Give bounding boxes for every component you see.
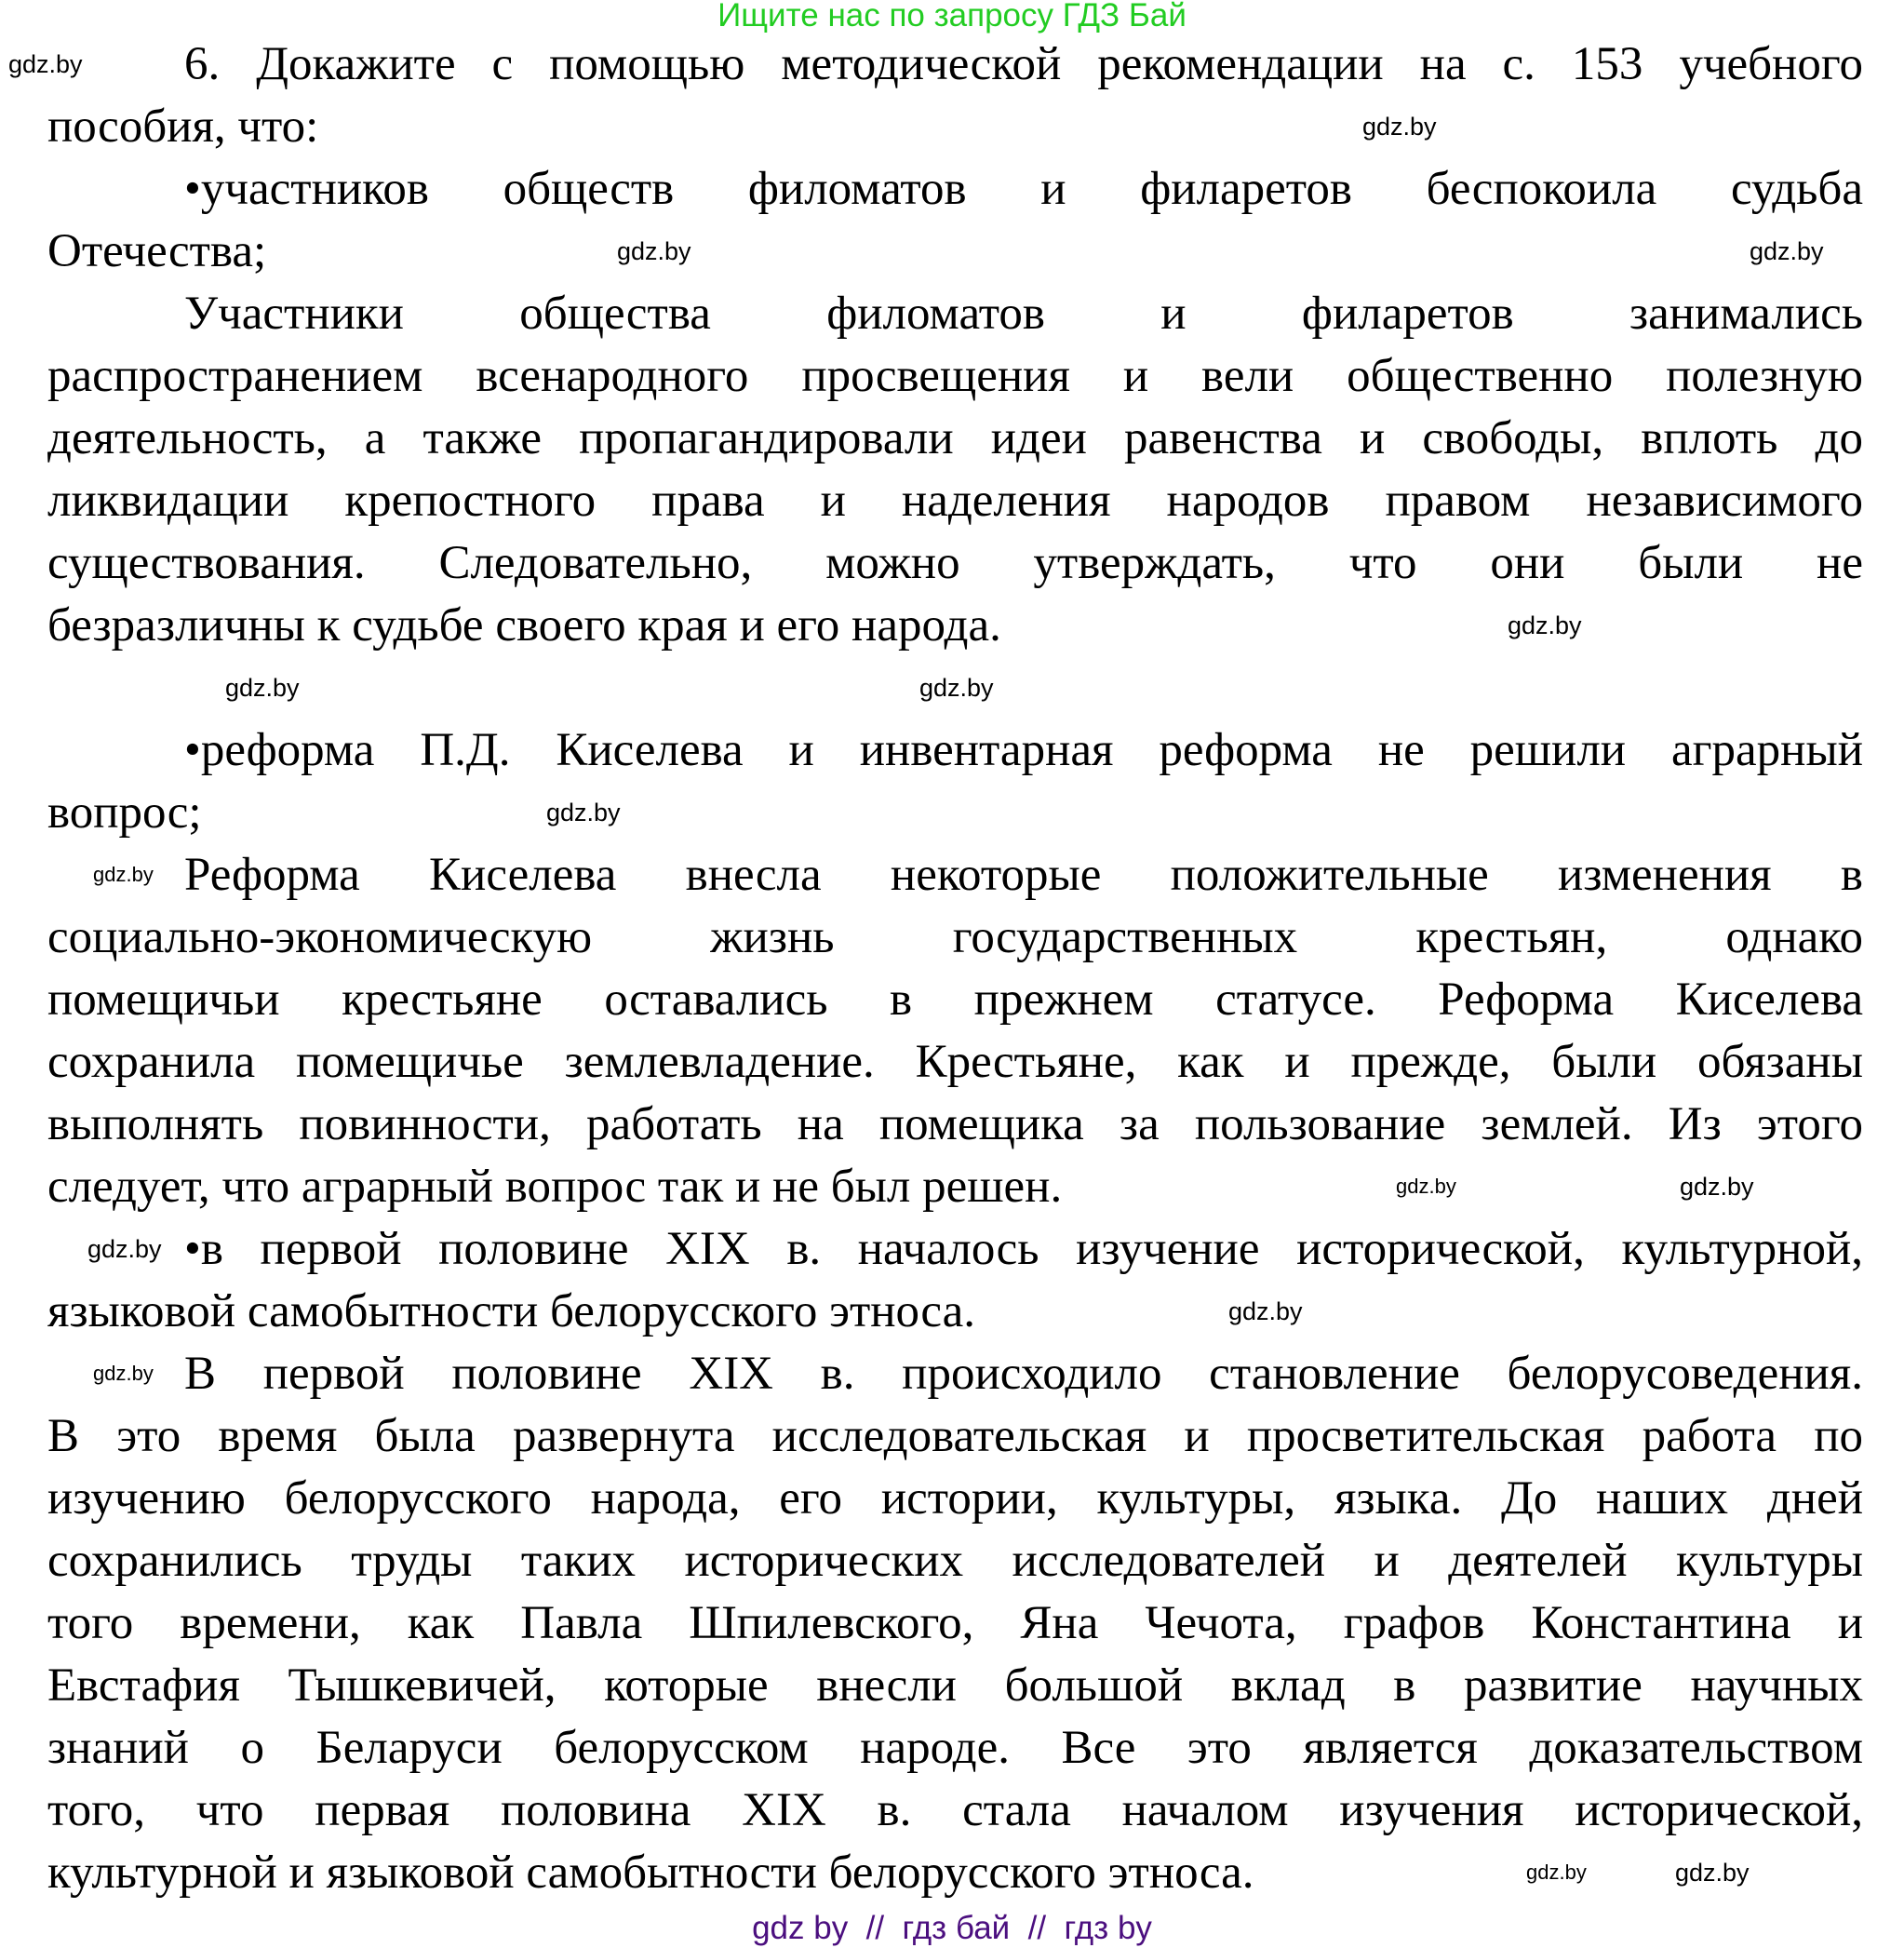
text-line: существования. Следовательно, можно утверждать, что они были не: [47, 537, 1863, 589]
text-line: социально-экономическую жизнь государственных крестьян, однако: [47, 911, 1863, 963]
text-line: Участники общества филоматов и филаретов занимались: [184, 288, 1863, 340]
text-line: Отечества;: [47, 225, 267, 277]
watermark: gdz.by: [1750, 237, 1824, 265]
paragraph: [47, 34, 1863, 158]
text-line: •реформа П.Д. Киселева и инвентарная реформа не решили аграрный: [184, 724, 1863, 776]
watermark: gdz.by: [1675, 1859, 1750, 1887]
text-line: пособия, что:: [47, 101, 319, 153]
watermark: gdz.by: [1508, 611, 1582, 639]
watermark: gdz.by: [1228, 1297, 1303, 1325]
text-line: В первой половине XIX в. происходило становление белорусоведения.: [184, 1348, 1863, 1400]
text-line: Евстафия Тышкевичей, которые внесли большой вклад в развитие научных: [47, 1659, 1863, 1712]
text-line: распространением всенародного просвещения и вели общественно полезную: [47, 350, 1863, 402]
answer-document: [47, 34, 1863, 1904]
text-line: того, что первая половина XIX в. стала началом изучения исторической,: [47, 1784, 1863, 1836]
watermark: gdz.by: [93, 863, 154, 886]
text-line: •участников обществ филоматов и филаретов беспокоила судьба: [184, 163, 1863, 215]
text-line: следует, что аграрный вопрос так и не был решен.: [47, 1161, 1063, 1213]
text-line: того времени, как Павла Шпилевского, Яна Чечота, графов Константина и: [47, 1597, 1863, 1649]
text-line: языковой самобытности белорусского этноса.: [47, 1285, 975, 1337]
paragraph: [47, 719, 1863, 844]
paragraph: [47, 1218, 1863, 1343]
paragraph: [47, 844, 1863, 1218]
search-banner: Ищите нас по запросу ГДЗ Бай: [717, 0, 1187, 34]
text-line: сохранила помещичье землевладение. Крестьяне, как и прежде, были обязаны: [47, 1036, 1863, 1088]
paragraph: [47, 1343, 1863, 1904]
watermark: gdz.by: [1526, 1861, 1587, 1884]
text-line: вопрос;: [47, 786, 202, 839]
text-line: ликвидации крепостного права и наделения народов правом независимого: [47, 475, 1863, 527]
watermark: gdz.by: [546, 799, 621, 826]
watermark: gdz.by: [225, 674, 300, 702]
text-line: помещичьи крестьяне оставались в прежнем статусе. Реформа Киселева: [47, 974, 1863, 1026]
watermark: gdz.by: [919, 674, 994, 702]
text-line: В это время была развернута исследовательская и просветительская работа по: [47, 1410, 1863, 1462]
text-line: сохранились труды таких исторических исследователей и деятелей культуры: [47, 1535, 1863, 1587]
text-line: 6. Докажите с помощью методической рекомендации на с. 153 учебного: [184, 38, 1863, 90]
text-line: изучению белорусского народа, его истории, культуры, языка. До наших дней: [47, 1472, 1863, 1525]
watermark: gdz.by: [1680, 1173, 1754, 1201]
watermark: gdz.by: [8, 50, 83, 78]
text-line: выполнять повинности, работать на помещика за пользование землей. Из этого: [47, 1098, 1863, 1150]
text-line: знаний о Беларуси белорусском народе. Все это является доказательством: [47, 1722, 1863, 1774]
watermark: gdz.by: [93, 1362, 154, 1385]
watermark: gdz.by: [1396, 1175, 1456, 1198]
text-line: •в первой половине XIX в. началось изучение исторической, культурной,: [184, 1223, 1863, 1275]
paragraph: [47, 283, 1863, 657]
text-line: безразличны к судьбе своего края и его народа.: [47, 599, 1001, 652]
text-line: деятельность, а также пропагандировали идеи равенства и свободы, вплоть до: [47, 412, 1863, 464]
watermark: gdz.by: [617, 237, 691, 265]
text-line: Реформа Киселева внесла некоторые положительные изменения в: [184, 849, 1863, 901]
watermark: gdz.by: [1362, 113, 1437, 141]
footer-links: gdz by // гдз бай // гдз by: [752, 1910, 1152, 1946]
text-line: культурной и языковой самобытности белорусского этноса.: [47, 1847, 1254, 1899]
paragraph: [47, 158, 1863, 283]
watermark: gdz.by: [87, 1235, 162, 1263]
